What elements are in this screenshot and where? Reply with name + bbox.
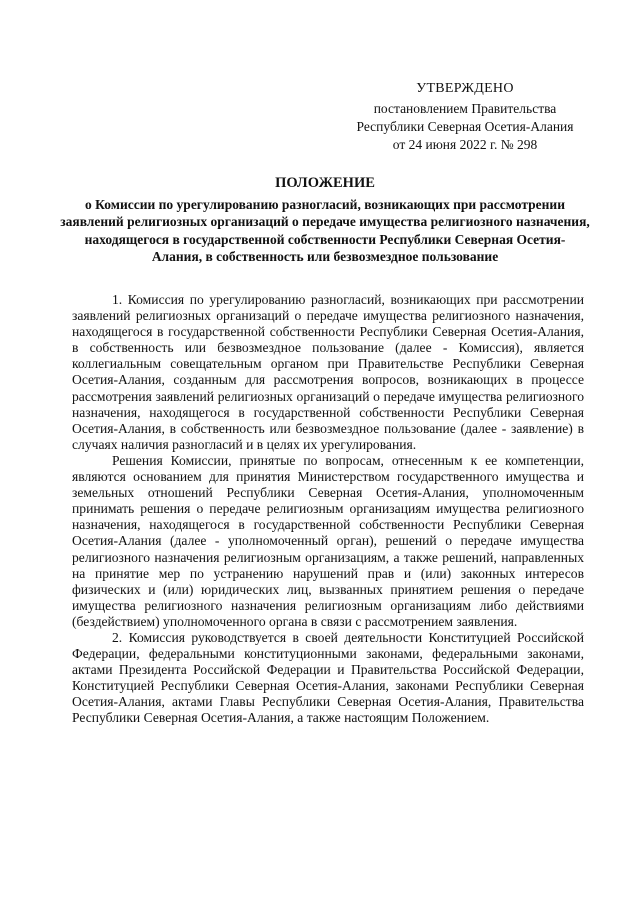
approval-heading: УТВЕРЖДЕНО [416,81,514,96]
approval-line-3: от 24 июня 2022 г. № 298 [392,137,538,152]
paragraph-3: 2. Комиссия руководствуется в своей деятельности Конституцией Российской Федерации, федеральными конституционными законами, федеральными законами, актами Президента Российской Федерации и Правительства Российской Федерации, Конституцией Республики Северная Осетия-Алания, законами Республики Северная Осетия-Алания, актами Главы Республики Северная Осетия-Алания, Правительства Республики Северная Осетия-Алания, а также настоящим Положением. [72,629,584,726]
approval-line-1: постановлением Правительства [373,101,557,116]
document-body [72,292,584,727]
title-main: ПОЛОЖЕНИЕ [275,175,375,191]
approval-line-2: Республики Северная Осетия-Алания [356,119,574,134]
title-subtitle: о Комиссии по урегулированию разногласий, возникающих при рассмотрении заявлений религиозных организаций о передаче имущества религиозного назначения, находящегося в государственной собственности Республики Северная Осетия-Алания, в собственность или безвозмездное пользование [60,196,590,264]
paragraph-1: 1. Комиссия по урегулированию разногласий, возникающих при рассмотрении заявлений религиозных организаций о передаче имущества религиозного назначения, находящегося в государственной собственности Республики Северная Осетия-Алания, в собственность или безвозмездное пользование (далее - Комиссия), является коллегиальным совещательным органом при Правительстве Республики Северная Осетия-Алания, созданным для рассмотрения вопросов, возникающих в процессе рассмотрения заявлений религиозных организаций о передаче имущества религиозного назначения, находящегося в государственной собственности Республики Северная Осетия-Алания, в собственность или безвозмездное пользование (далее - заявление) в случаях наличия разногласий и в целях их урегулирования. [72,292,584,452]
approval-stamp [340,80,590,154]
paragraph-2: Решения Комиссии, принятые по вопросам, отнесенным к ее компетенции, являются основанием для принятия Министерством государственного имущества и земельных отношений Республики Северная Осетия-Алания, уполномоченным принимать решения о передаче религиозным организациям имущества религиозного назначения, находящегося в государственной собственности Республики Северная Осетия-Алания (далее - уполномоченный орган), решений о передаче имущества религиозного назначения религиозным организациям, а также решений, направленных на принятие мер по устранению нарушений прав и (или) законных интересов физических и (или) юридических лиц, вызванных принятием решения о передаче имущества религиозного назначения религиозным организациям либо действиями (бездействием) уполномоченного органа в связи с рассмотрением заявления. [72,452,584,629]
document-title [60,175,590,266]
